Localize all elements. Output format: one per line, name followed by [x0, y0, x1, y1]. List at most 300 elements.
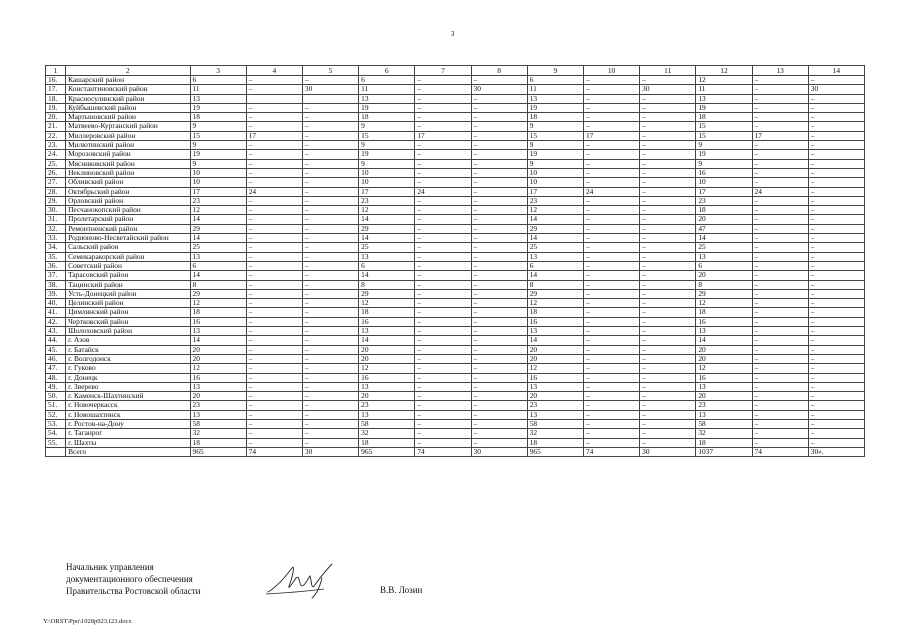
value-cell: 20 — [190, 354, 246, 363]
value-cell: – — [808, 224, 864, 233]
value-cell: – — [302, 234, 358, 243]
value-cell: 14 — [696, 336, 752, 345]
value-cell: – — [752, 178, 808, 187]
value-cell: – — [583, 168, 639, 177]
value-cell: – — [302, 308, 358, 317]
value-cell: – — [302, 243, 358, 252]
value-cell: – — [471, 215, 527, 224]
value-cell: 11 — [359, 85, 415, 94]
table-row — [46, 392, 865, 401]
value-cell: – — [752, 327, 808, 336]
value-cell: – — [752, 122, 808, 131]
value-cell: – — [583, 103, 639, 112]
value-cell: – — [583, 410, 639, 419]
district-name-cell: Константиновский район — [66, 85, 190, 94]
value-cell: 19 — [696, 150, 752, 159]
row-number-cell: 24. — [46, 150, 66, 159]
district-name-cell: Всего — [66, 447, 190, 456]
value-cell: – — [471, 141, 527, 150]
district-name-cell: г. Таганрог — [66, 429, 190, 438]
value-cell: – — [640, 122, 696, 131]
value-cell: – — [808, 271, 864, 280]
value-cell: 14 — [527, 336, 583, 345]
value-cell: – — [415, 178, 471, 187]
value-cell: – — [246, 429, 302, 438]
value-cell: – — [246, 76, 302, 85]
value-cell: 23 — [696, 401, 752, 410]
value-cell: – — [640, 215, 696, 224]
table-row — [46, 252, 865, 261]
value-cell: – — [471, 234, 527, 243]
district-name-cell: г. Азов — [66, 336, 190, 345]
value-cell: – — [752, 336, 808, 345]
value-cell: – — [583, 289, 639, 298]
value-cell: – — [471, 76, 527, 85]
value-cell: – — [640, 224, 696, 233]
value-cell: – — [640, 168, 696, 177]
value-cell: 9 — [527, 66, 583, 76]
value-cell: 16 — [527, 317, 583, 326]
value-cell: – — [302, 354, 358, 363]
district-name-cell: Куйбышевский район — [66, 103, 190, 112]
value-cell: – — [808, 196, 864, 205]
value-cell: – — [415, 76, 471, 85]
table-row — [46, 438, 865, 447]
value-cell: 18 — [359, 308, 415, 317]
value-cell: – — [640, 327, 696, 336]
value-cell: 58 — [359, 419, 415, 428]
value-cell: – — [640, 178, 696, 187]
value-cell: – — [583, 299, 639, 308]
value-cell: – — [415, 113, 471, 122]
value-cell: – — [302, 299, 358, 308]
value-cell: – — [752, 141, 808, 150]
value-cell: – — [246, 280, 302, 289]
value-cell: 24 — [583, 187, 639, 196]
row-number-cell: 40. — [46, 299, 66, 308]
value-cell: 18 — [359, 113, 415, 122]
value-cell: 12 — [190, 206, 246, 215]
row-number-cell: 48. — [46, 373, 66, 382]
value-cell: – — [302, 429, 358, 438]
value-cell: – — [246, 141, 302, 150]
position-line-2: документационного обеспечения — [66, 574, 193, 584]
value-cell: – — [246, 261, 302, 270]
value-cell: 47 — [696, 224, 752, 233]
value-cell: 9 — [696, 141, 752, 150]
value-cell: – — [640, 113, 696, 122]
value-cell: 20 — [696, 271, 752, 280]
value-cell: 1037 — [696, 447, 752, 456]
value-cell: 19 — [190, 103, 246, 112]
row-number-cell: 28. — [46, 187, 66, 196]
value-cell: – — [808, 429, 864, 438]
district-name-cell: Матвеево-Курганский район — [66, 122, 190, 131]
value-cell: – — [471, 382, 527, 391]
value-cell: – — [471, 261, 527, 270]
value-cell: 23 — [359, 196, 415, 205]
value-cell: – — [640, 141, 696, 150]
value-cell: 9 — [527, 159, 583, 168]
value-cell: 18 — [190, 113, 246, 122]
signer-position — [66, 561, 200, 597]
district-name-cell: Цимлянский район — [66, 308, 190, 317]
value-cell: 6 — [359, 261, 415, 270]
value-cell: 13 — [696, 382, 752, 391]
district-name-cell: г. Новочеркасск — [66, 401, 190, 410]
district-name-cell: Родионово-Несветайский район — [66, 234, 190, 243]
value-cell: – — [246, 373, 302, 382]
value-cell: – — [302, 187, 358, 196]
value-cell: 13 — [752, 66, 808, 76]
district-name-cell: г. Шахты — [66, 438, 190, 447]
value-cell: – — [415, 141, 471, 150]
value-cell: – — [302, 317, 358, 326]
value-cell: – — [808, 410, 864, 419]
value-cell: 11 — [640, 66, 696, 76]
row-number-cell: 43. — [46, 327, 66, 336]
district-name-cell: Ремонтненский район — [66, 224, 190, 233]
district-name-cell: Песчанокопский район — [66, 206, 190, 215]
value-cell: – — [246, 299, 302, 308]
value-cell: – — [752, 354, 808, 363]
value-cell: – — [471, 373, 527, 382]
value-cell: – — [583, 401, 639, 410]
value-cell: – — [752, 392, 808, 401]
value-cell: – — [640, 289, 696, 298]
value-cell: – — [246, 345, 302, 354]
district-name-cell: г. Батайск — [66, 345, 190, 354]
value-cell: 13 — [190, 327, 246, 336]
value-cell: – — [583, 419, 639, 428]
value-cell: – — [752, 308, 808, 317]
row-number-cell: 26. — [46, 168, 66, 177]
value-cell: 12 — [527, 364, 583, 373]
value-cell: – — [302, 271, 358, 280]
value-cell: – — [808, 419, 864, 428]
value-cell: – — [415, 327, 471, 336]
table-row — [46, 382, 865, 391]
value-cell: – — [246, 336, 302, 345]
row-number-cell: 47. — [46, 364, 66, 373]
row-number-cell: 50. — [46, 392, 66, 401]
value-cell: – — [415, 354, 471, 363]
value-cell: 19 — [190, 150, 246, 159]
value-cell: – — [471, 159, 527, 168]
value-cell: – — [302, 410, 358, 419]
value-cell: – — [583, 234, 639, 243]
value-cell: – — [752, 159, 808, 168]
value-cell: 29 — [190, 224, 246, 233]
table-row — [46, 76, 865, 85]
value-cell: 14 — [527, 234, 583, 243]
value-cell: 30 — [471, 85, 527, 94]
value-cell: – — [415, 401, 471, 410]
value-cell: – — [415, 94, 471, 103]
row-number-cell: 34. — [46, 243, 66, 252]
value-cell: – — [471, 150, 527, 159]
row-number-cell — [46, 447, 66, 456]
value-cell: 18 — [527, 308, 583, 317]
value-cell: 32 — [696, 429, 752, 438]
value-cell: – — [302, 392, 358, 401]
value-cell: – — [415, 382, 471, 391]
value-cell: – — [246, 159, 302, 168]
value-cell: 10 — [359, 178, 415, 187]
value-cell: – — [808, 206, 864, 215]
value-cell: – — [640, 410, 696, 419]
value-cell: 6 — [696, 261, 752, 270]
value-cell: – — [302, 289, 358, 298]
value-cell: – — [752, 150, 808, 159]
value-cell: 10 — [527, 168, 583, 177]
value-cell: – — [752, 76, 808, 85]
value-cell: – — [583, 373, 639, 382]
value-cell: 13 — [527, 94, 583, 103]
value-cell: 13 — [190, 252, 246, 261]
value-cell: – — [640, 252, 696, 261]
value-cell: 17 — [527, 187, 583, 196]
value-cell: 16 — [696, 373, 752, 382]
value-cell: – — [808, 364, 864, 373]
value-cell: – — [640, 299, 696, 308]
value-cell: 14 — [190, 234, 246, 243]
value-cell: – — [471, 392, 527, 401]
value-cell: 6 — [190, 76, 246, 85]
value-cell: 29 — [190, 289, 246, 298]
row-number-cell: 44. — [46, 336, 66, 345]
value-cell: – — [415, 280, 471, 289]
value-cell: 9 — [696, 159, 752, 168]
value-cell: – — [808, 382, 864, 391]
value-cell: 19 — [527, 103, 583, 112]
value-cell: 23 — [696, 196, 752, 205]
value-cell: – — [808, 336, 864, 345]
value-cell: 14 — [527, 215, 583, 224]
value-cell: – — [415, 299, 471, 308]
district-name-cell: Октябрьский район — [66, 187, 190, 196]
value-cell: – — [471, 438, 527, 447]
value-cell: – — [471, 289, 527, 298]
value-cell: – — [471, 354, 527, 363]
value-cell: – — [302, 113, 358, 122]
value-cell: – — [583, 159, 639, 168]
value-cell: – — [640, 206, 696, 215]
row-number-cell: 25. — [46, 159, 66, 168]
value-cell: – — [246, 354, 302, 363]
value-cell: 58 — [527, 419, 583, 428]
value-cell: 14 — [190, 271, 246, 280]
value-cell: 29 — [696, 289, 752, 298]
value-cell: – — [583, 113, 639, 122]
value-cell: – — [808, 438, 864, 447]
value-cell: – — [471, 429, 527, 438]
value-cell: 13 — [359, 252, 415, 261]
row-number-cell: 49. — [46, 382, 66, 391]
value-cell: – — [583, 76, 639, 85]
value-cell: – — [246, 401, 302, 410]
value-cell: 20 — [696, 354, 752, 363]
row-number-cell: 51. — [46, 401, 66, 410]
value-cell: – — [752, 410, 808, 419]
value-cell: – — [302, 141, 358, 150]
value-cell: 14 — [190, 215, 246, 224]
value-cell: – — [302, 419, 358, 428]
value-cell: – — [246, 382, 302, 391]
value-cell: – — [415, 234, 471, 243]
value-cell: 23 — [527, 401, 583, 410]
value-cell: – — [246, 419, 302, 428]
table-row — [46, 122, 865, 131]
value-cell: – — [583, 336, 639, 345]
value-cell: – — [583, 224, 639, 233]
row-number-cell: 1 — [46, 66, 66, 76]
value-cell: 20 — [527, 354, 583, 363]
value-cell: – — [415, 85, 471, 94]
value-cell: – — [415, 419, 471, 428]
value-cell: 14 — [359, 336, 415, 345]
row-number-cell: 35. — [46, 252, 66, 261]
value-cell: 18 — [696, 206, 752, 215]
value-cell: 20 — [696, 215, 752, 224]
value-cell: – — [246, 308, 302, 317]
table-row — [46, 206, 865, 215]
value-cell: – — [415, 438, 471, 447]
row-number-cell: 16. — [46, 76, 66, 85]
value-cell: – — [302, 345, 358, 354]
value-cell: – — [752, 206, 808, 215]
value-cell: 17 — [752, 131, 808, 140]
value-cell: 15 — [190, 131, 246, 140]
value-cell: – — [471, 103, 527, 112]
value-cell: 15 — [527, 131, 583, 140]
value-cell: – — [246, 206, 302, 215]
value-cell: 9 — [359, 159, 415, 168]
value-cell: 18 — [359, 438, 415, 447]
value-cell: – — [246, 85, 302, 94]
value-cell: 29 — [527, 224, 583, 233]
value-cell: 13 — [359, 94, 415, 103]
row-number-cell: 17. — [46, 85, 66, 94]
value-cell: 74 — [246, 447, 302, 456]
handwritten-signature — [262, 556, 342, 601]
value-cell: – — [415, 364, 471, 373]
value-cell: – — [302, 178, 358, 187]
value-cell: – — [246, 327, 302, 336]
value-cell: 11 — [190, 85, 246, 94]
value-cell: 12 — [359, 206, 415, 215]
value-cell: – — [302, 373, 358, 382]
value-cell: 30 — [640, 447, 696, 456]
value-cell: – — [415, 317, 471, 326]
value-cell: 10 — [190, 178, 246, 187]
value-cell: 3 — [190, 66, 246, 76]
value-cell: – — [640, 76, 696, 85]
value-cell: 23 — [190, 196, 246, 205]
value-cell: 11 — [527, 85, 583, 94]
value-cell: 6 — [527, 261, 583, 270]
value-cell: 13 — [359, 410, 415, 419]
table-row — [46, 447, 865, 456]
value-cell: – — [583, 392, 639, 401]
value-cell: – — [640, 345, 696, 354]
value-cell: 10 — [527, 178, 583, 187]
value-cell: 10 — [696, 178, 752, 187]
value-cell: 6 — [359, 66, 415, 76]
value-cell: 8 — [359, 280, 415, 289]
value-cell: – — [246, 196, 302, 205]
value-cell: – — [246, 252, 302, 261]
value-cell: – — [808, 252, 864, 261]
value-cell: – — [752, 196, 808, 205]
value-cell: – — [640, 392, 696, 401]
value-cell: 17 — [246, 131, 302, 140]
value-cell: 20 — [696, 392, 752, 401]
table-row — [46, 113, 865, 122]
value-cell: – — [752, 299, 808, 308]
value-cell: 16 — [696, 317, 752, 326]
value-cell: – — [415, 373, 471, 382]
district-name-cell: Морозовский район — [66, 150, 190, 159]
value-cell: 13 — [527, 252, 583, 261]
district-name-cell: г. Каменск-Шахтинский — [66, 392, 190, 401]
value-cell: – — [415, 345, 471, 354]
value-cell: 20 — [190, 345, 246, 354]
row-number-cell: 46. — [46, 354, 66, 363]
value-cell: – — [302, 336, 358, 345]
value-cell: – — [808, 122, 864, 131]
file-path: Y:\ORST\Ppo\1028p923.f23.docx — [43, 618, 132, 625]
value-cell: – — [415, 308, 471, 317]
value-cell: 15 — [696, 131, 752, 140]
value-cell: – — [471, 187, 527, 196]
value-cell: – — [808, 215, 864, 224]
value-cell: – — [302, 401, 358, 410]
value-cell: 13 — [696, 252, 752, 261]
value-cell: 58 — [696, 419, 752, 428]
value-cell: – — [583, 438, 639, 447]
value-cell: – — [640, 196, 696, 205]
value-cell: – — [808, 234, 864, 243]
row-number-cell: 30. — [46, 206, 66, 215]
district-name-cell: Мясниковский район — [66, 159, 190, 168]
value-cell: – — [246, 168, 302, 177]
value-cell: 12 — [696, 76, 752, 85]
value-cell: – — [808, 392, 864, 401]
value-cell: 18 — [527, 113, 583, 122]
row-number-cell: 27. — [46, 178, 66, 187]
value-cell: 15 — [696, 122, 752, 131]
value-cell: – — [246, 122, 302, 131]
table-row — [46, 429, 865, 438]
value-cell: 17 — [696, 187, 752, 196]
value-cell: – — [640, 308, 696, 317]
row-number-cell: 33. — [46, 234, 66, 243]
value-cell: – — [471, 122, 527, 131]
value-cell: – — [471, 327, 527, 336]
value-cell: 10 — [583, 66, 639, 76]
row-number-cell: 39. — [46, 289, 66, 298]
value-cell: – — [415, 215, 471, 224]
table-row — [46, 261, 865, 270]
value-cell: – — [415, 159, 471, 168]
value-cell: 24 — [246, 187, 302, 196]
value-cell: – — [583, 280, 639, 289]
value-cell: – — [583, 243, 639, 252]
value-cell: 9 — [359, 122, 415, 131]
district-name-cell: Мартыновский район — [66, 113, 190, 122]
value-cell: 29 — [359, 224, 415, 233]
